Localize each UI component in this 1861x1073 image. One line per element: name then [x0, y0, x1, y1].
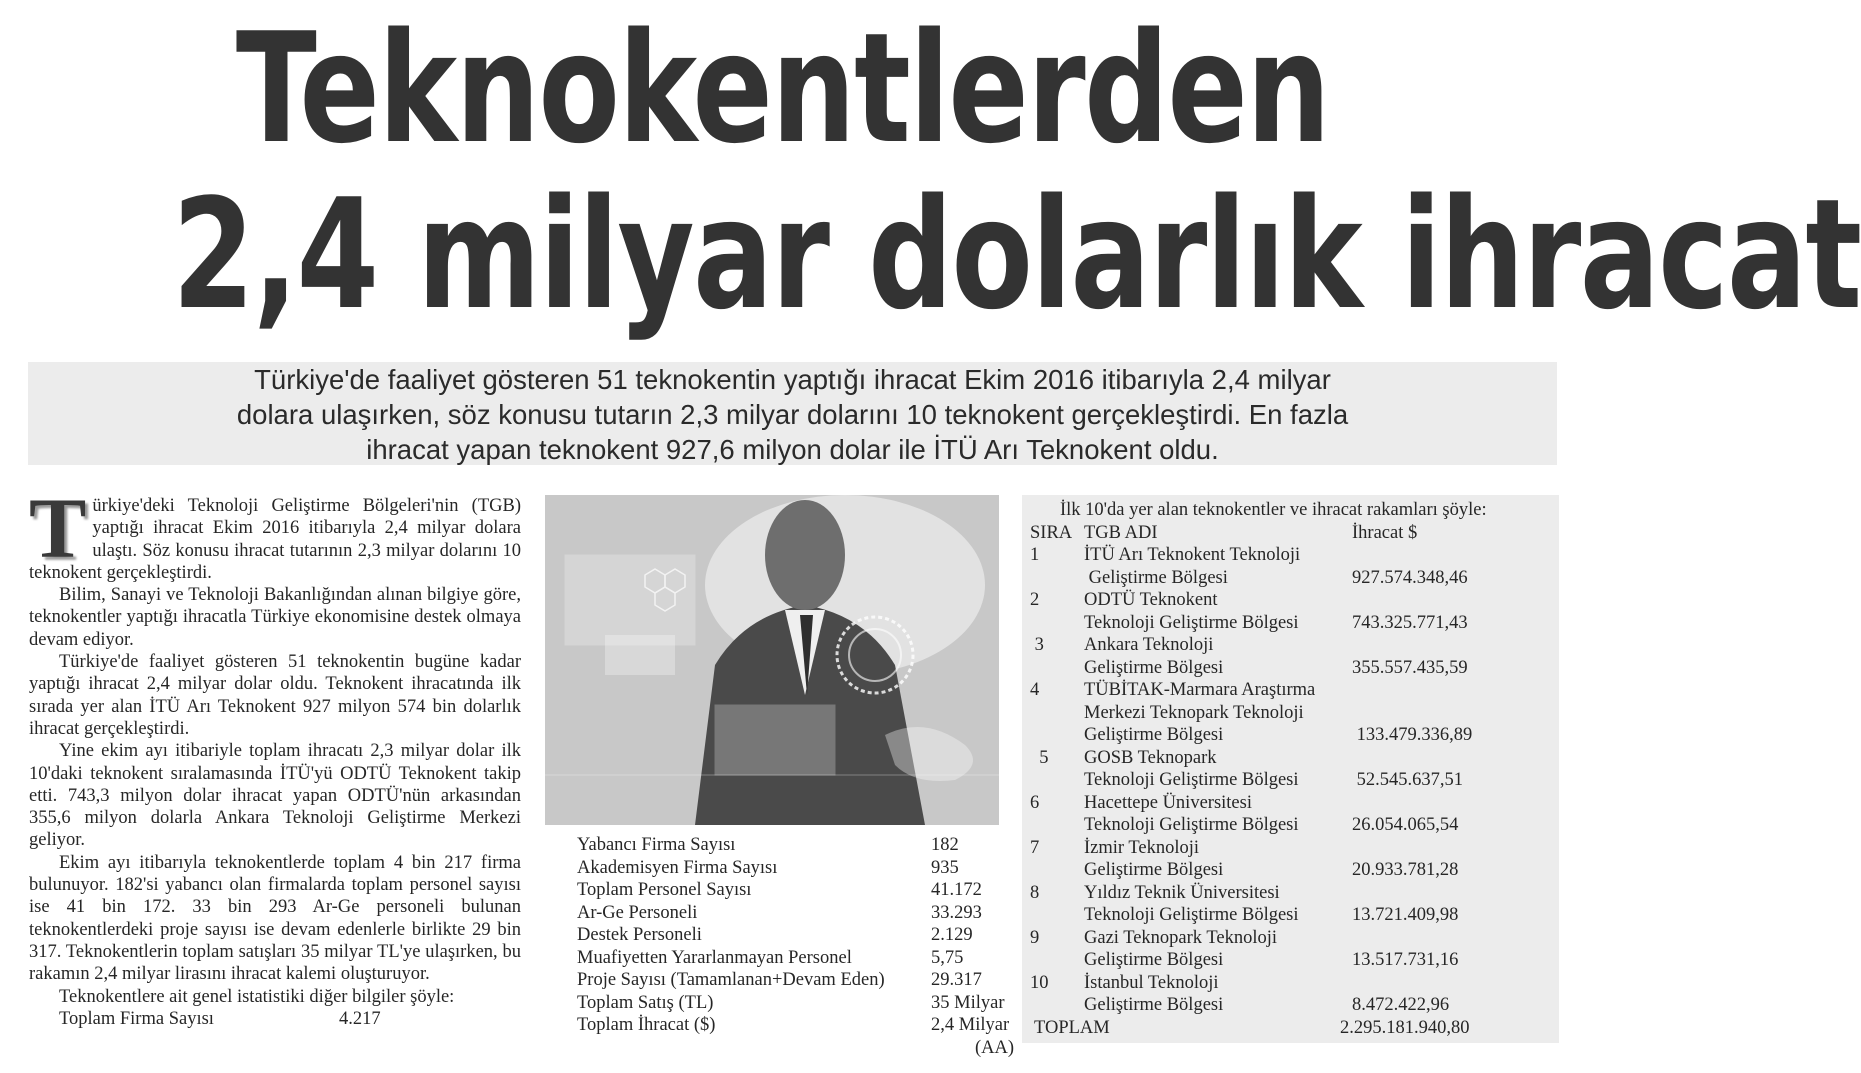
article-body	[29, 480, 521, 1030]
header-rank: SIRA	[1030, 522, 1073, 543]
source-credit: (AA)	[974, 1037, 1014, 1058]
article-paragraph: Yine ekim ayı itibariyle toplam ihracatı 2,3 milyar dolar ilk 10'daki teknokent sıralamasında İTÜ'yü ODTÜ Teknokent takip etti. 743,3 milyon dolar ihracat yapan ODTÜ'nün arkasından 355,6 milyon dolarla Ankara Teknoloji Geliştirme Merkezi geliyor.	[29, 741, 521, 851]
lead-line-2: dolara ulaşırken, söz konusu tutarın 2,3 milyar dolarını 10 teknokent gerçekleştirdi. En fazla	[236, 399, 1349, 430]
table-row: 7 İzmir Teknoloji Geliştirme Bölgesi 20.933.781,28	[1030, 837, 1459, 880]
table-row: 10 İstanbul Teknoloji Geliştirme Bölgesi 8.472.422,96	[1030, 972, 1450, 1015]
businessman-technology-photo	[545, 495, 999, 825]
table-row: 3 Ankara Teknoloji Geliştirme Bölgesi 355.557.435,59	[1030, 635, 1468, 678]
total-label: TOPLAM	[1034, 1017, 1110, 1038]
table-row: 2 ODTÜ Teknokent Teknoloji Geliştirme Bölgesi 743.325.771,43	[1030, 590, 1468, 633]
lead-line-3: ihracat yapan teknokent 927,6 milyon dolar ile İTÜ Arı Teknokent oldu.	[366, 434, 1219, 465]
stat-value: 4.217	[339, 1008, 381, 1029]
stat-row: Ar-Ge Personeli 33.293	[577, 902, 982, 923]
table-intro: İlk 10'da yer alan teknokentler ve ihracat rakamları şöyle:	[1060, 500, 1487, 520]
table-row: 5 GOSB Teknopark Teknoloji Geliştirme Bölgesi 52.545.637,51	[1030, 747, 1463, 790]
article-paragraph: Teknokentlere ait genel istatistiki diğer bilgiler şöyle:	[59, 986, 455, 1007]
stat-row: Toplam Personel Sayısı 41.172	[577, 880, 982, 900]
table-row: 1 İTÜ Arı Teknokent Teknoloji Geliştirme Bölgesi 927.574.348,46	[1030, 545, 1468, 588]
stat-row: Muafiyetten Yararlanmayan Personel 5,75	[577, 947, 964, 968]
stat-row: Akademisyen Firma Sayısı 935	[577, 857, 959, 878]
table-row: 8 Yıldız Teknik Üniversitesi Teknoloji Geliştirme Bölgesi 13.721.409,98	[1030, 882, 1459, 925]
stat-row	[29, 1008, 521, 1030]
article-paragraph: Türkiye'de faaliyet gösteren 51 teknokentin bugüne kadar yaptığı ihracat 2,4 milyar dolar oldu. Teknokent ihracatında ilk sırada yer alan İTÜ Arı Teknokent 927 milyon 574 bin dolarlık ihracat gerçekleştirdi.	[29, 652, 521, 739]
header-export: İhracat $	[1352, 522, 1418, 543]
article-paragraph: Bilim, Sanayi ve Teknoloji Bakanlığından alınan bilgiye göre, teknokentler yaptığı ihracatla Türkiye ekonomisine destek olmaya devam ediyor.	[29, 585, 521, 650]
lead-line-1: Türkiye'de faaliyet gösteren 51 teknokentin yaptığı ihracat Ekim 2016 itibarıyla 2,4 milyar	[254, 364, 1331, 395]
stat-row: Destek Personeli 2.129	[577, 925, 973, 945]
table-row: 4 TÜBİTAK-Marmara Araştırma Merkezi Teknopark Teknoloji Geliştirme Bölgesi 133.479.336,89	[1030, 680, 1473, 745]
total-value: 2.295.181.940,80	[1340, 1017, 1470, 1038]
table-row: 6 Hacettepe Üniversitesi Teknoloji Geliştirme Bölgesi 26.054.065,54	[1030, 792, 1459, 835]
stat-row: Yabancı Firma Sayısı 182	[577, 835, 959, 855]
stat-row: Toplam Satış (TL) 35 Milyar	[577, 992, 1005, 1013]
stat-label: Toplam Firma Sayısı	[59, 1008, 214, 1029]
photo-illustration	[545, 495, 999, 825]
headline-line-2: 2,4 milyar dolarlık ihracat	[172, 166, 1861, 343]
stat-row: Proje Sayısı (Tamamlanan+Devam Eden) 29.317	[577, 970, 982, 990]
article-paragraph: Ekim ayı itibarıyla teknokentlerde toplam 4 bin 217 firma bulunuyor. 182'si yabancı olan firmalarda toplam personel sayısı ise 41 bin 172. 33 bin 293 Ar-Ge personeli bulunan teknokentlerdeki proje sayısı ise devam edenlerle birlikte 29 bin 317. Teknokentlerin toplam satışları 35 milyar TL'ye ulaşırken, bu rakamın 2,4 milyar lirasını ihracat kalemi oluşturuyor.	[29, 852, 521, 985]
lead-box	[28, 362, 1557, 465]
article-paragraph: Türkiye'deki Teknoloji Geliştirme Bölgeleri'nin (TGB) yaptığı ihracat Ekim 2016 itibarıyla 2,4 milyar dolara ulaştı. Söz konusu ihracat tutarının 2,3 milyar dolarını 10 teknokent gerçekleştirdi.	[29, 480, 521, 583]
drop-cap: T	[29, 480, 87, 576]
statistics-list	[577, 834, 1022, 1059]
headline-line-1: Teknokentlerden	[235, 0, 1330, 177]
top-10-table	[1022, 495, 1559, 1043]
table-total-row	[1022, 1017, 1559, 1040]
header-name: TGB ADI	[1084, 522, 1158, 543]
stat-row: Toplam İhracat ($) 2,4 Milyar	[577, 1015, 1010, 1035]
table-header	[1022, 522, 1559, 545]
table-row: 9 Gazi Teknopark Teknoloji Geliştirme Bölgesi 13.517.731,16	[1030, 927, 1459, 970]
